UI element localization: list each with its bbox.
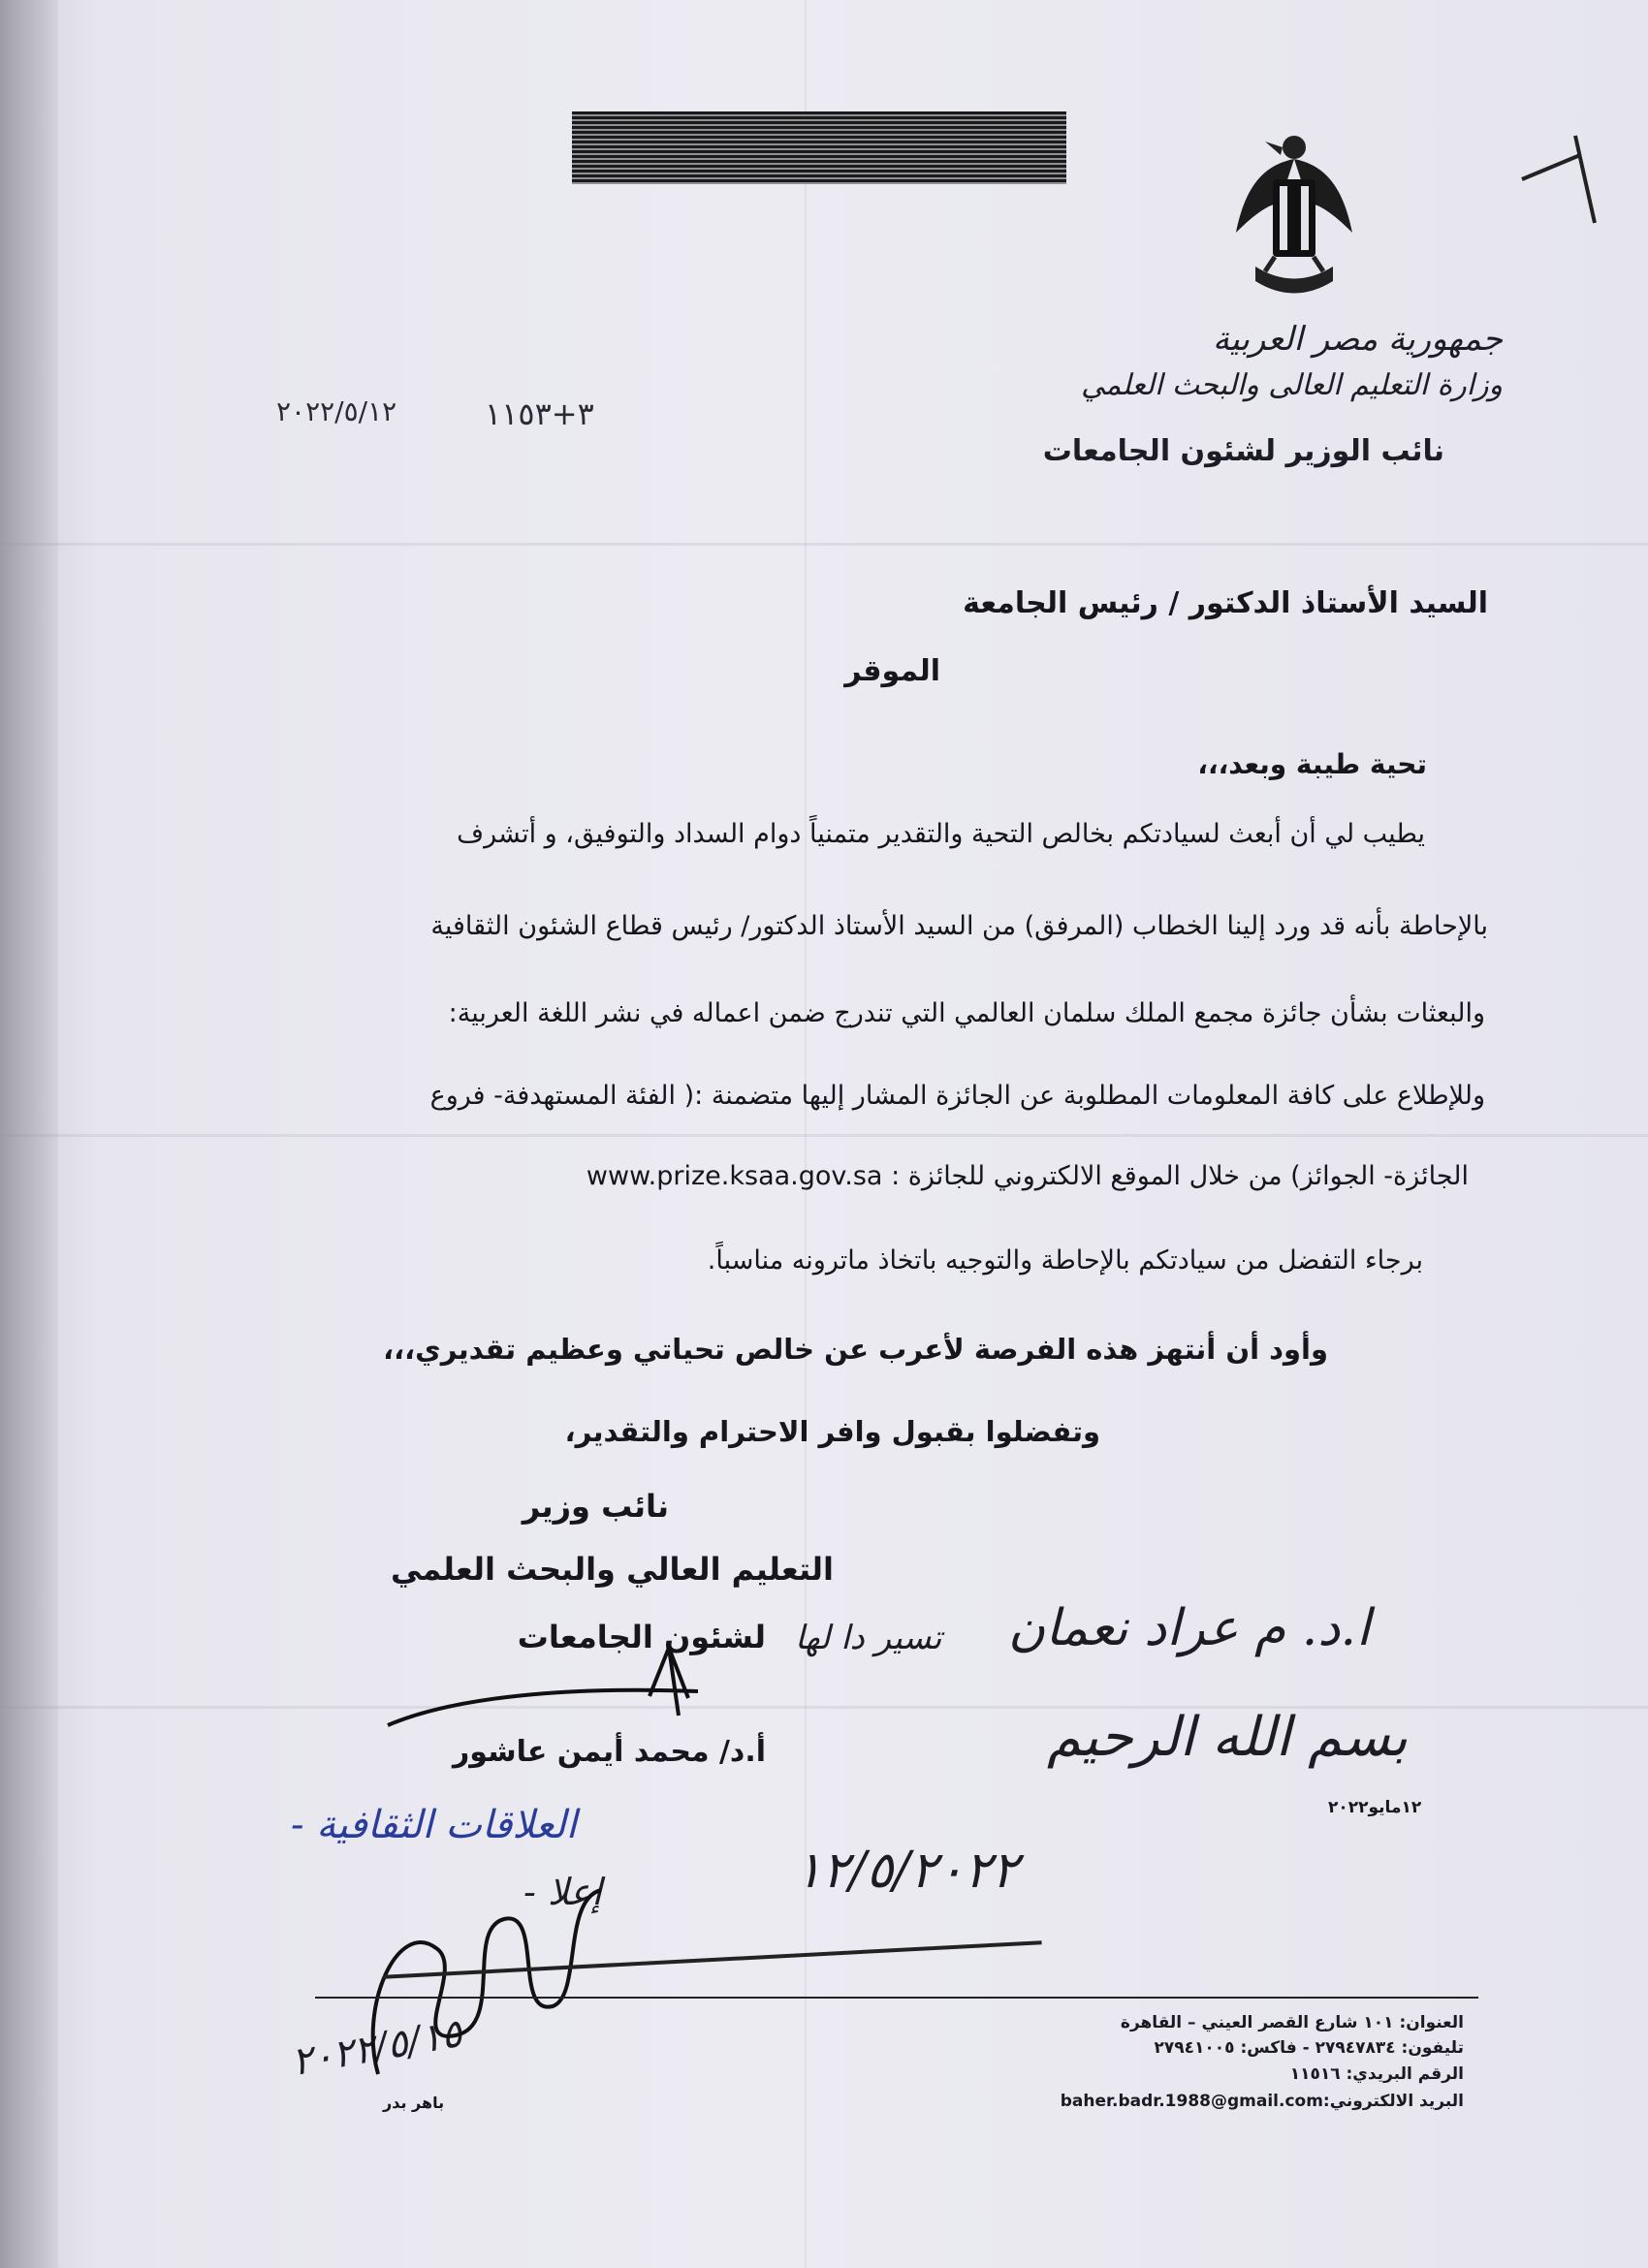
signature-title: التعليم العالي والبحث العلمي bbox=[390, 1551, 834, 1588]
paragraph-line: وللإطلاع على كافة المعلومات المطلوبة عن الجائزة المشار إليها متضمنة :( الفئة المستهدفة- فروع bbox=[429, 1081, 1485, 1111]
footer-address: العنوان: ١٠١ شارع القصر العيني – القاهرة bbox=[1120, 2013, 1464, 2032]
redacted-block bbox=[572, 111, 1066, 184]
paragraph-line: الجائزة- الجوائز) من خلال الموقع الالكتروني للجائزة : www.prize.ksaa.gov.sa bbox=[586, 1161, 1469, 1191]
greeting: تحية طيبة وبعد،،، bbox=[1197, 748, 1427, 780]
footer-divider bbox=[315, 1997, 1478, 1999]
paragraph-line: بالإحاطة بأنه قد ورد إلينا الخطاب (المرفق) من السيد الأستاذ الدكتور/ رئيس قطاع الشئون الثقافية bbox=[430, 911, 1488, 941]
handwritten-note: تسير دا لها bbox=[795, 1619, 942, 1657]
paragraph-line: برجاء التفضل من سيادتكم بالإحاطة والتوجيه باتخاذ ماترونه مناسباً. bbox=[707, 1245, 1423, 1276]
handwritten-signature bbox=[320, 1861, 630, 2094]
handwritten-note: ١٢/٥/٢٠٢٢ bbox=[795, 1842, 1019, 1900]
handwritten-note: ا.د. م عراد نعمان bbox=[1008, 1599, 1371, 1657]
paper-fold-line bbox=[0, 543, 1648, 546]
closing-line: وأود أن أنتهز هذه الفرصة لأعرب عن خالص تحياتي وعظيم تقديري،،، bbox=[383, 1333, 1328, 1366]
received-stamp-date: ١٢مايو٢٠٢٢ bbox=[1328, 1798, 1422, 1817]
footer-postal: الرقم البريدي: ١١٥١٦ bbox=[1289, 2064, 1464, 2084]
addressee: السيد الأستاذ الدكتور / رئيس الجامعة bbox=[963, 586, 1488, 620]
handwritten-note: ٢٠٢٢/٥/١٥ bbox=[288, 2010, 465, 2086]
signature-title: نائب وزير bbox=[522, 1488, 669, 1525]
reference-number: ٣+١١٥٣ bbox=[485, 395, 594, 432]
paper-fold-line bbox=[805, 0, 807, 2268]
signatory-name: أ.د/ محمد أيمن عاشور bbox=[453, 1735, 766, 1769]
honorific: الموقر bbox=[844, 654, 940, 688]
footer-email: البريد الالكتروني:baher.badr.1988@gmail.com bbox=[1060, 2092, 1464, 2111]
check-mark-icon bbox=[1503, 126, 1619, 242]
ministry-name: وزارة التعليم العالى والبحث العلمي bbox=[1081, 368, 1503, 402]
reference-date: ٢٠٢٢/٥/١٢ bbox=[276, 395, 397, 427]
closing-line: وتفضلوا بقبول وافر الاحترام والتقدير، bbox=[564, 1415, 1100, 1448]
office-name: نائب الوزير لشئون الجامعات bbox=[1042, 434, 1444, 468]
handwritten-note: - إعلا bbox=[523, 1871, 602, 1913]
handwritten-note: بسم الله الرحيم bbox=[1047, 1706, 1408, 1769]
paragraph-line: يطيب لي أن أبعث لسيادتكم بخالص التحية والتقدير متمنياً دوام السداد والتوفيق، و أتشرف bbox=[457, 819, 1425, 849]
paper-fold-line bbox=[0, 1134, 1648, 1137]
footer-author: باهر بدر bbox=[383, 2094, 445, 2112]
country-name: جمهورية مصر العربية bbox=[1212, 320, 1503, 359]
signature-title: لشئون الجامعات bbox=[517, 1619, 766, 1655]
official-signature bbox=[378, 1638, 785, 1754]
handwritten-note-blue: - العلاقات الثقافية bbox=[291, 1803, 577, 1847]
footer-phone: تليفون: ٢٧٩٤٧٨٣٤ - فاكس: ٢٧٩٤١٠٠٥ bbox=[1154, 2038, 1464, 2058]
paragraph-line: والبعثات بشأن جائزة مجمع الملك سلمان العالمي التي تندرج ضمن اعماله في نشر اللغة العربية: bbox=[448, 998, 1485, 1028]
eagle-emblem-icon bbox=[1226, 126, 1362, 310]
